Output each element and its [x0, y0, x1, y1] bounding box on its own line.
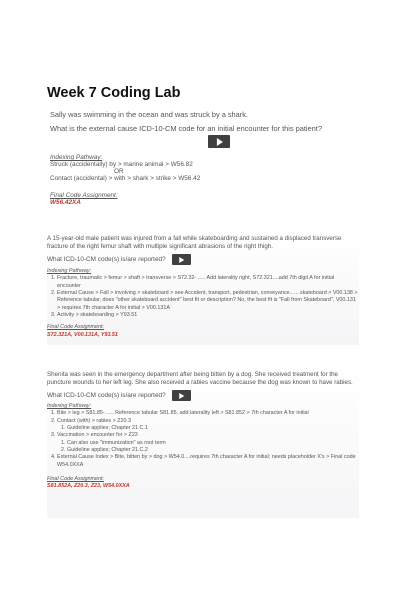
page-title: Week 7 Coding Lab	[47, 85, 181, 101]
case-2-scenario: A 15-year-old male patient was injured from a fall while skateboarding and sustained a displaced transverse fracture of the right femur shaft with multiple significant abrasions of the right thigh.	[47, 235, 342, 251]
case-1-path-2: Contact (accidental) > with > shark > strike > W56.42	[50, 175, 201, 182]
play-video-button[interactable]	[208, 135, 230, 148]
case-3-pathway-heading: Indexing Pathway:	[47, 403, 92, 410]
play-video-button[interactable]	[172, 390, 191, 401]
case-1-path-1: Struck (accidentally) by > marine animal > W56.82	[50, 161, 193, 168]
case-3-final-heading: Final Code Assignment:	[47, 475, 105, 482]
case-1-scenario: Sally was swimming in the ocean and was struck by a shark.	[50, 110, 248, 119]
case-2-final-heading: Final Code Assignment:	[47, 324, 105, 331]
case-3-step: Contact (with) > rabies > Z20.3	[57, 417, 132, 424]
case-3-step: Vaccination > encounter for > Z23	[57, 432, 138, 439]
play-video-button[interactable]	[172, 254, 191, 265]
case-3-question: What ICD-10-CM code(s) is/are reported?	[47, 392, 166, 400]
case-3-section	[47, 368, 359, 518]
case-2-pathway-heading: Indexing Pathway:	[47, 268, 92, 275]
case-2-section	[47, 233, 359, 345]
case-1-pathway-heading: Indexing Pathway:	[50, 154, 103, 161]
case-1-section	[50, 110, 370, 206]
case-1-or: OR	[114, 168, 124, 175]
case-3-substep: 2. Guideline applies; Chapter 21.C.2	[67, 447, 359, 454]
case-3-substep: 1. Can also use "immunization" as root term	[67, 440, 359, 447]
case-2-step: 3. Activity > skateboarding > Y93.51	[57, 312, 359, 319]
case-3-step: 1. Bite > leg > S81.85- ..... Reference tabular S81.85, add laterality left > S81.852 > 7th character A for initial	[57, 410, 359, 417]
case-2-final-code: S72.321A, V00.131A, Y93.51	[47, 331, 118, 338]
case-3-final-code: S81.852A, Z20.3, Z23, W54.0XXA	[47, 483, 130, 490]
case-1-final-heading: Final Code Assignment:	[50, 192, 118, 199]
case-3-scenario: Shenita was seen in the emergency department after being bitten by a dog. She received treatment for the puncture wounds to her left leg. She also received a rabies vaccine because the dog was known to have rabies.	[47, 371, 353, 387]
case-1-question: What is the external cause ICD-10-CM code for an initial encounter for this patient?	[50, 124, 322, 133]
case-3-substep: 1. Guideline applies; Chapter 21.C.1	[67, 425, 359, 432]
case-2-step: 1. Fracture, traumatic > femur > shaft > transverse > S72.32- ..... Add laterality right, S72.321....add 7th digit A for initial encounter	[57, 275, 359, 290]
case-3-step: 4. External Cause Index > Bite, bitten by > dog > W54.0....requires 7th character A for initial; needs placeholder X's > Final code W54.0XXA	[57, 454, 359, 469]
case-2-question: What ICD-10-CM code(s) is/are reported?	[47, 256, 166, 264]
case-1-final-code: W56.42XA	[50, 199, 81, 206]
case-2-step: 2. External Cause > Fall > involving > skateboard > see Accident, transport, pedestrian, conveyance.......skateboard > V00.138 > Reference tabular, does "other skateboard accident" best fit or description? No, the best fit is "Fall from Skateboard", V00.131 > requires 7th character A for initial > V00.131A	[57, 290, 359, 312]
